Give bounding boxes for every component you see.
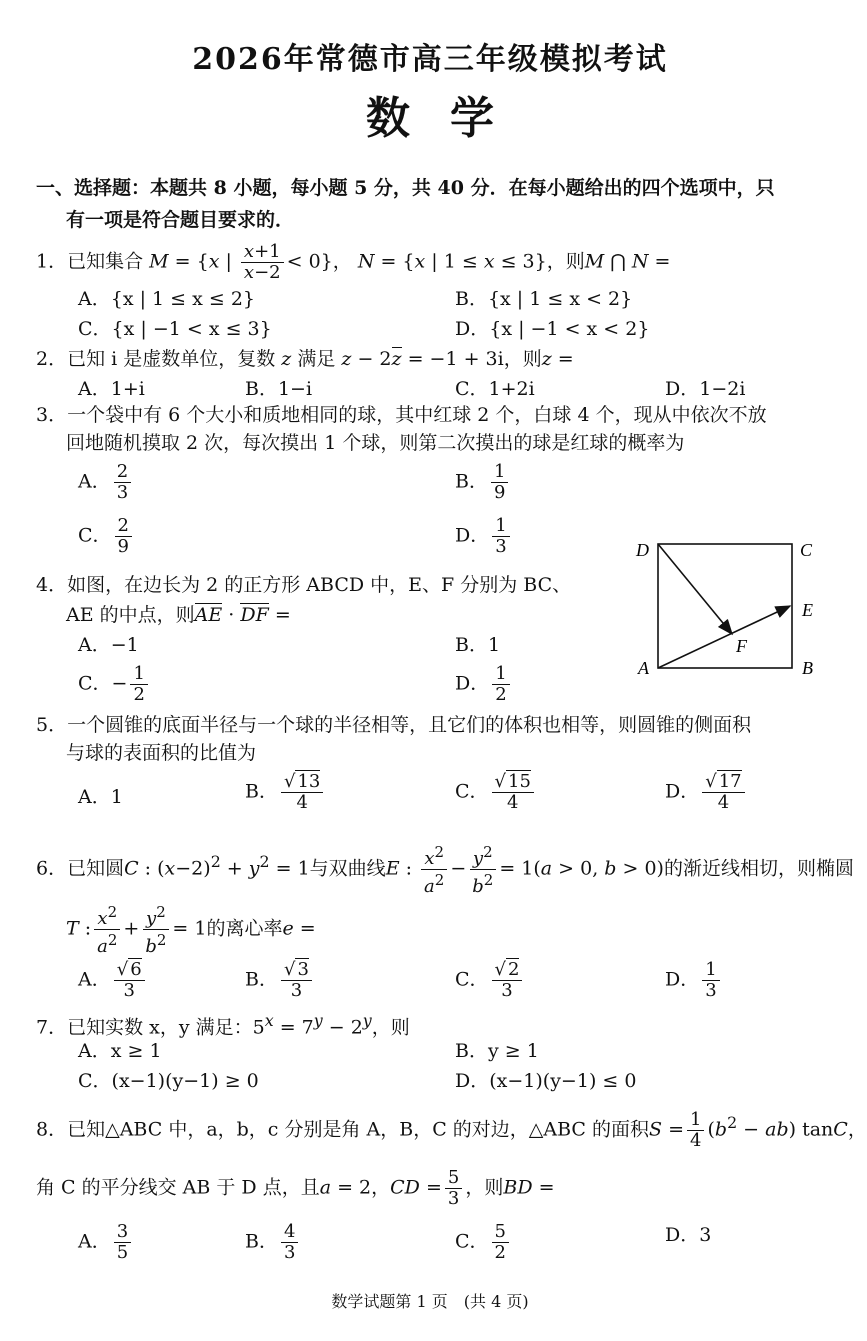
q5-option-b: B． $\frac{√ 13}{4}$	[245, 772, 326, 813]
q2-option-b: B．1−i	[245, 378, 313, 400]
q3-option-a: A． $\frac{2}{3}$	[78, 462, 134, 503]
q2-option-a: A．1+i	[78, 378, 145, 400]
q6-stem-line2: T : $\frac{x^2}{a^2}$ + $\frac{y^2}{b^2}$ = 1的离心率e =	[66, 903, 316, 957]
q2-stem: 2．已知 i 是虚数单位，复数 z 满足 z − 2z = −1 + 3i，则z =	[36, 348, 574, 370]
q7-option-c: C．(x−1)(y−1) ≥ 0	[78, 1070, 259, 1092]
q6-option-d: D． $\frac{1}{3}$	[665, 960, 723, 1001]
subject-title: 数学	[366, 93, 534, 144]
q8-option-b: B． $\frac{4}{3}$	[245, 1222, 301, 1263]
label-b: B	[802, 658, 813, 678]
q2-option-d: D．1−2i	[665, 378, 746, 400]
section-heading-line2: 有一项是符合题目要求的．	[66, 209, 295, 231]
q3-option-d: D． $\frac{1}{3}$	[455, 516, 513, 557]
q4-stem-line2: AE 的中点，则AE · DF =	[66, 604, 291, 626]
q1-stem-text: 1．已知集合	[36, 250, 144, 273]
q3-option-b: B． $\frac{1}{9}$	[455, 462, 511, 503]
q4-option-d: D． $\frac{1}{2}$	[455, 664, 513, 705]
label-f: F	[736, 636, 747, 656]
q6-stem-line1: 6．已知圆C : $(x-2)^2 + y^2 = 1$与双曲线E : $\frac{x^2}{a^2}$ − $\frac{y^2}{b^2}$ = 1(a > 0, b > 0)的渐近线相切，则椭圆	[36, 843, 854, 897]
q5-option-d: D． $\frac{√ 17}{4}$	[665, 772, 748, 813]
q3-stem-line2: 回地随机摸取 2 次，每次摸出 1 个球，则第二次摸出的球是红球的概率为	[66, 432, 685, 454]
q1-comma: ，	[332, 250, 352, 273]
section-heading-line1: 一、选择题：本题共 8 小题，每小题 5 分，共 40 分．在每小题给出的四个选项中，只	[36, 177, 775, 199]
q7-option-a: A．x ≥ 1	[78, 1040, 162, 1062]
q7-option-b: B．y ≥ 1	[455, 1040, 539, 1062]
label-e: E	[802, 600, 813, 620]
label-d: D	[636, 540, 649, 560]
q5-stem-line2: 与球的表面积的比值为	[66, 742, 257, 764]
q1-stem-end: ，则	[546, 250, 585, 273]
q2-option-c: C．1+2i	[455, 378, 535, 400]
q1-option-a: A．{x | 1 ≤ x ≤ 2}	[78, 288, 255, 310]
q1-option-b: B．{x | 1 ≤ x < 2}	[455, 288, 633, 310]
vector-df	[658, 544, 732, 634]
q3-option-c: C． $\frac{2}{9}$	[78, 516, 135, 557]
q5-option-a: A．1	[78, 786, 123, 808]
q6-option-a: A． $\frac{√ 6}{3}$	[78, 960, 148, 1001]
q7-stem: 7．已知实数 x，y 满足：$5^x = 7^y - 2^y$，则	[36, 1011, 410, 1039]
exam-title: 2026年常德市高三年级模拟考试	[192, 42, 668, 77]
q4-option-b: B．1	[455, 634, 501, 656]
q1-option-d: D．{x | −1 < x < 2}	[455, 318, 650, 340]
q1-fraction: $\frac{x+1}{x-2}$	[241, 242, 284, 283]
q4-option-a: A．−1	[78, 634, 139, 656]
square-figure	[632, 534, 824, 684]
q8-stem-line2: 角 C 的平分线交 AB 于 D 点，且a = 2，CD = $\frac{5}{3}$ ，则BD =	[36, 1167, 555, 1209]
q7-option-d: D．(x−1)(y−1) ≤ 0	[455, 1070, 637, 1092]
q8-stem-line1: 8．已知△ABC 中，a，b，c 分别是角 A，B，C 的对边，△ABC 的面积S = $\frac{1}{4}$ $(b^2 - ab)$ tanC，	[36, 1109, 867, 1151]
page-footer: 数学试题第 1 页 (共 4 页)	[331, 1292, 529, 1311]
label-a: A	[638, 658, 649, 678]
q6-option-b: B． $\frac{√ 3}{3}$	[245, 960, 315, 1001]
q8-option-c: C． $\frac{5}{2}$	[455, 1222, 512, 1263]
q4-stem-line1: 4．如图，在边长为 2 的正方形 ABCD 中，E、F 分别为 BC、	[36, 574, 572, 596]
q1-option-c: C．{x | −1 < x ≤ 3}	[78, 318, 272, 340]
q3-stem-line1: 3．一个袋中有 6 个大小和质地相同的球，其中红球 2 个，白球 4 个，现从中依次不放	[36, 404, 767, 426]
label-c: C	[800, 540, 813, 560]
section-heading	[36, 172, 836, 236]
q8-option-d: D．3	[665, 1224, 712, 1246]
q5-stem-line1: 5．一个圆锥的底面半径与一个球的半径相等，且它们的体积也相等，则圆锥的侧面积	[36, 714, 752, 736]
q4-option-c: C．− $\frac{1}{2}$	[78, 664, 151, 705]
q8-option-a: A． $\frac{3}{5}$	[78, 1222, 134, 1263]
q6-option-c: C． $\frac{√ 2}{3}$	[455, 960, 525, 1001]
q1-stem: 1．已知集合 M = {x | $\frac{x+1}{x-2}$ < 0}， N = {x | 1 ≤ x ≤ 3}，则M ⋂ N =	[36, 241, 671, 283]
vector-ae	[658, 606, 790, 668]
q5-option-c: C． $\frac{√ 15}{4}$	[455, 772, 537, 813]
square-abcd	[658, 544, 792, 668]
